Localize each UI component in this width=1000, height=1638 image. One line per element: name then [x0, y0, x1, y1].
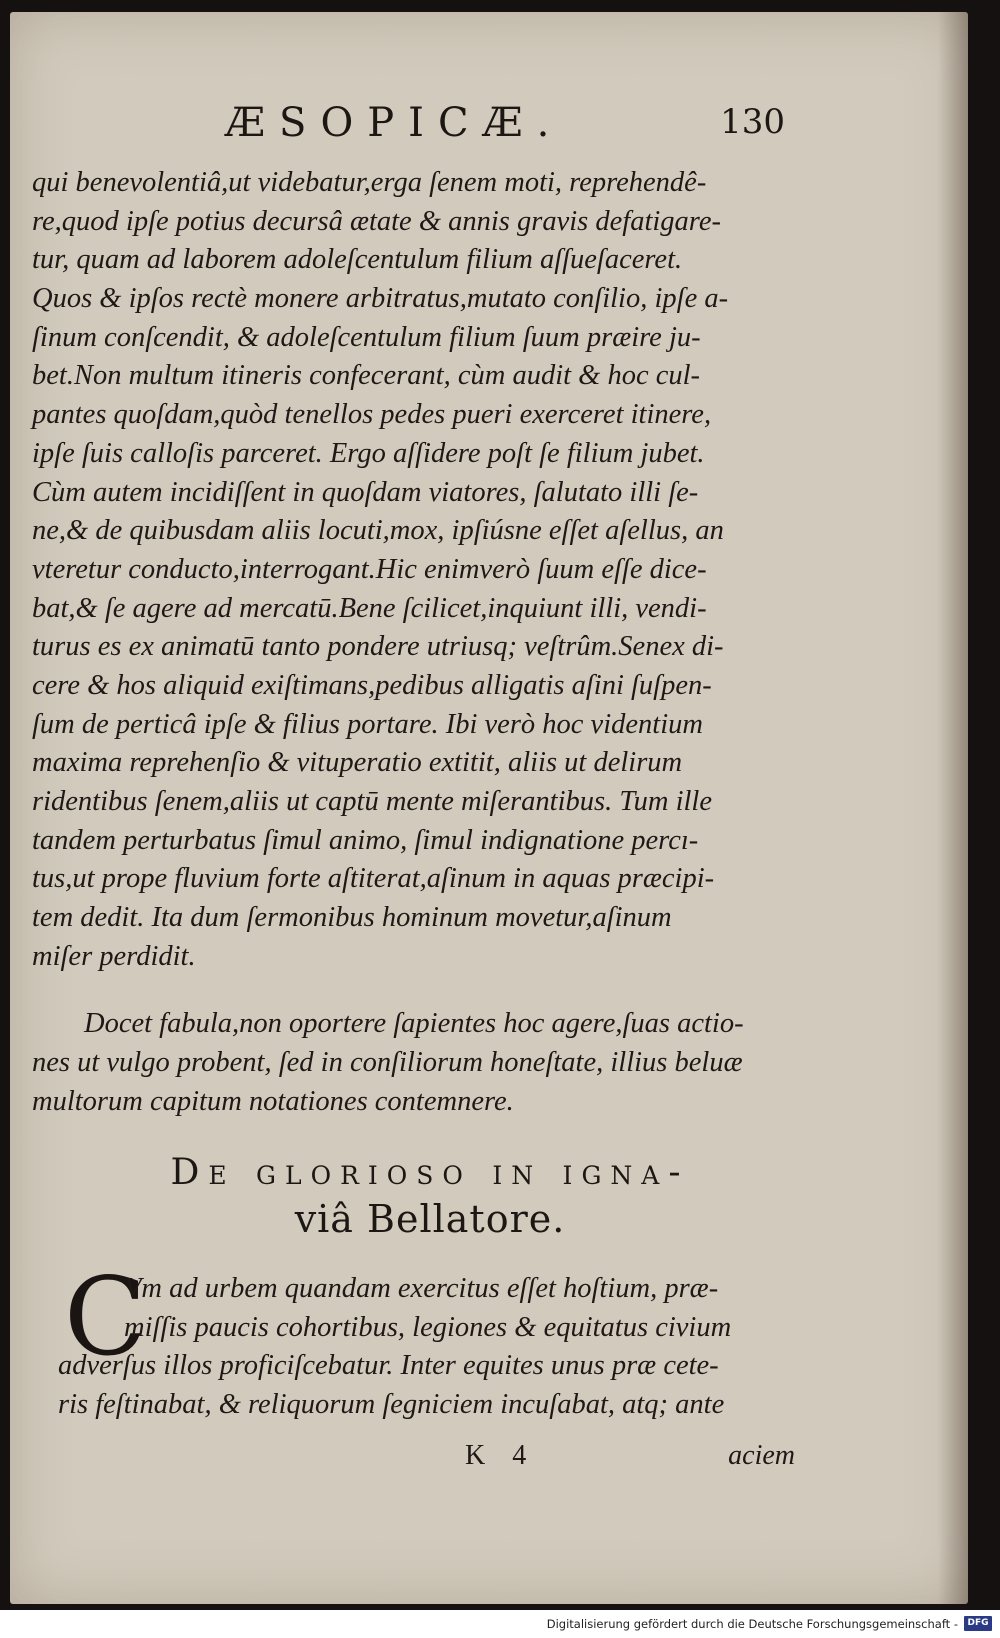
text-line: ſum de perticâ ipſe & filius portare. Ibi verò hoc videntium	[32, 708, 703, 740]
text-line: adverſus illos proficiſcebatur. Inter equites unus præ cete-	[58, 1350, 719, 1381]
text-line: tandem perturbatus ſimul animo, ſimul indignatione percı-	[32, 824, 699, 856]
credit-bar	[0, 1610, 1000, 1638]
text-line: turus es ex animatū tanto pondere utriusq; veſtrûm.Senex di-	[32, 631, 724, 663]
text-line: ipſe ſuis calloſis parceret. Ergo aſſidere poſt ſe filium jubet.	[32, 437, 705, 469]
text-line: Cùm autem incidiſſent in quoſdam viatores, ſalutato illi ſe-	[32, 476, 699, 508]
text-line: re,quod ipſe potius decursâ ætate & annis gravis defatigare-	[32, 205, 721, 237]
text-line: Vm ad urbem quandam exercitus eſſet hoſtium, præ-	[124, 1273, 719, 1304]
text-line: pantes quoſdam,quòd tenellos pedes pueri exerceret itinere,	[32, 399, 712, 431]
fable-2-text	[58, 1255, 804, 1420]
text-line: maxima reprehenſio & vituperatio extitit, aliis ut delirum	[32, 747, 683, 779]
title-line-1: De glorioso in igna-	[170, 1152, 690, 1193]
text-line: qui benevolentiâ,ut videbatur,erga ſenem moti, reprehendê-	[32, 167, 707, 198]
moral-line: Docet fabula,non oportere ſapientes hoc agere,ſuas actio-	[84, 1008, 744, 1039]
text-line: ſinum conſcendit, & adoleſcentulum filium ſuum præire ju-	[32, 321, 701, 353]
fable-title	[110, 1152, 750, 1241]
page-footer	[465, 1440, 795, 1480]
text-line: miſer perdidit.	[32, 940, 196, 972]
text-line: tem dedit. Ita dum ſermonibus hominum movetur,aſinum	[32, 902, 672, 934]
text-line: tus,ut prope fluvium forte aſtiterat,aſinum in aquas præcipi-	[32, 863, 715, 895]
folio-number: 130	[720, 102, 785, 142]
moral-paragraph	[32, 1004, 792, 1121]
text-line: ne,& de quibusdam aliis locuti,mox, ipſiúsne eſſet aſellus, an	[32, 515, 724, 547]
book-page	[10, 12, 968, 1604]
title-line-2: viâ Bellatore.	[294, 1197, 566, 1241]
running-head: ÆSOPICÆ.	[225, 100, 564, 146]
fable-1-text	[32, 164, 792, 976]
text-line: bet.Non multum itineris confecerant, cùm audit & hoc cul-	[32, 360, 701, 392]
drop-cap: C	[64, 1255, 147, 1380]
text-line: bat,& ſe agere ad mercatū.Bene ſcilicet,inquiunt illi, vendi-	[32, 592, 707, 624]
dfg-logo-icon: DFG	[964, 1616, 992, 1631]
page-edge-shadow	[938, 12, 968, 1604]
page-header	[225, 100, 785, 160]
catchword: aciem	[728, 1440, 795, 1471]
credit-text: Digitalisierung gefördert durch die Deutsche Forschungsgemeinschaft -	[546, 1617, 958, 1631]
moral-line: nes ut vulgo probent, ſed in conſiliorum honeſtate, illius beluæ	[32, 1047, 743, 1078]
text-line: Quos & ipſos rectè monere arbitratus,mutato conſilio, ipſe a-	[32, 283, 729, 315]
text-line: ridentibus ſenem,aliis ut captū mente miſerantibus. Tum ille	[32, 786, 712, 817]
text-line: vteretur conducto,interrogant.Hic enimverò ſuum eſſe dice-	[32, 553, 707, 585]
signature-mark: K 4	[465, 1440, 537, 1471]
text-line: ris feſtinabat, & reliquorum ſegniciem incuſabat, atq; ante	[58, 1388, 725, 1420]
text-line: cere & hos aliquid exiſtimans,pedibus alligatis aſini ſuſpen-	[32, 669, 712, 701]
moral-line: multorum capitum notationes contemnere.	[32, 1086, 514, 1117]
text-line: miſſis paucis cohortibus, legiones & equitatus civium	[124, 1311, 732, 1343]
text-line: tur, quam ad laborem adoleſcentulum filium aſſueſaceret.	[32, 244, 683, 276]
